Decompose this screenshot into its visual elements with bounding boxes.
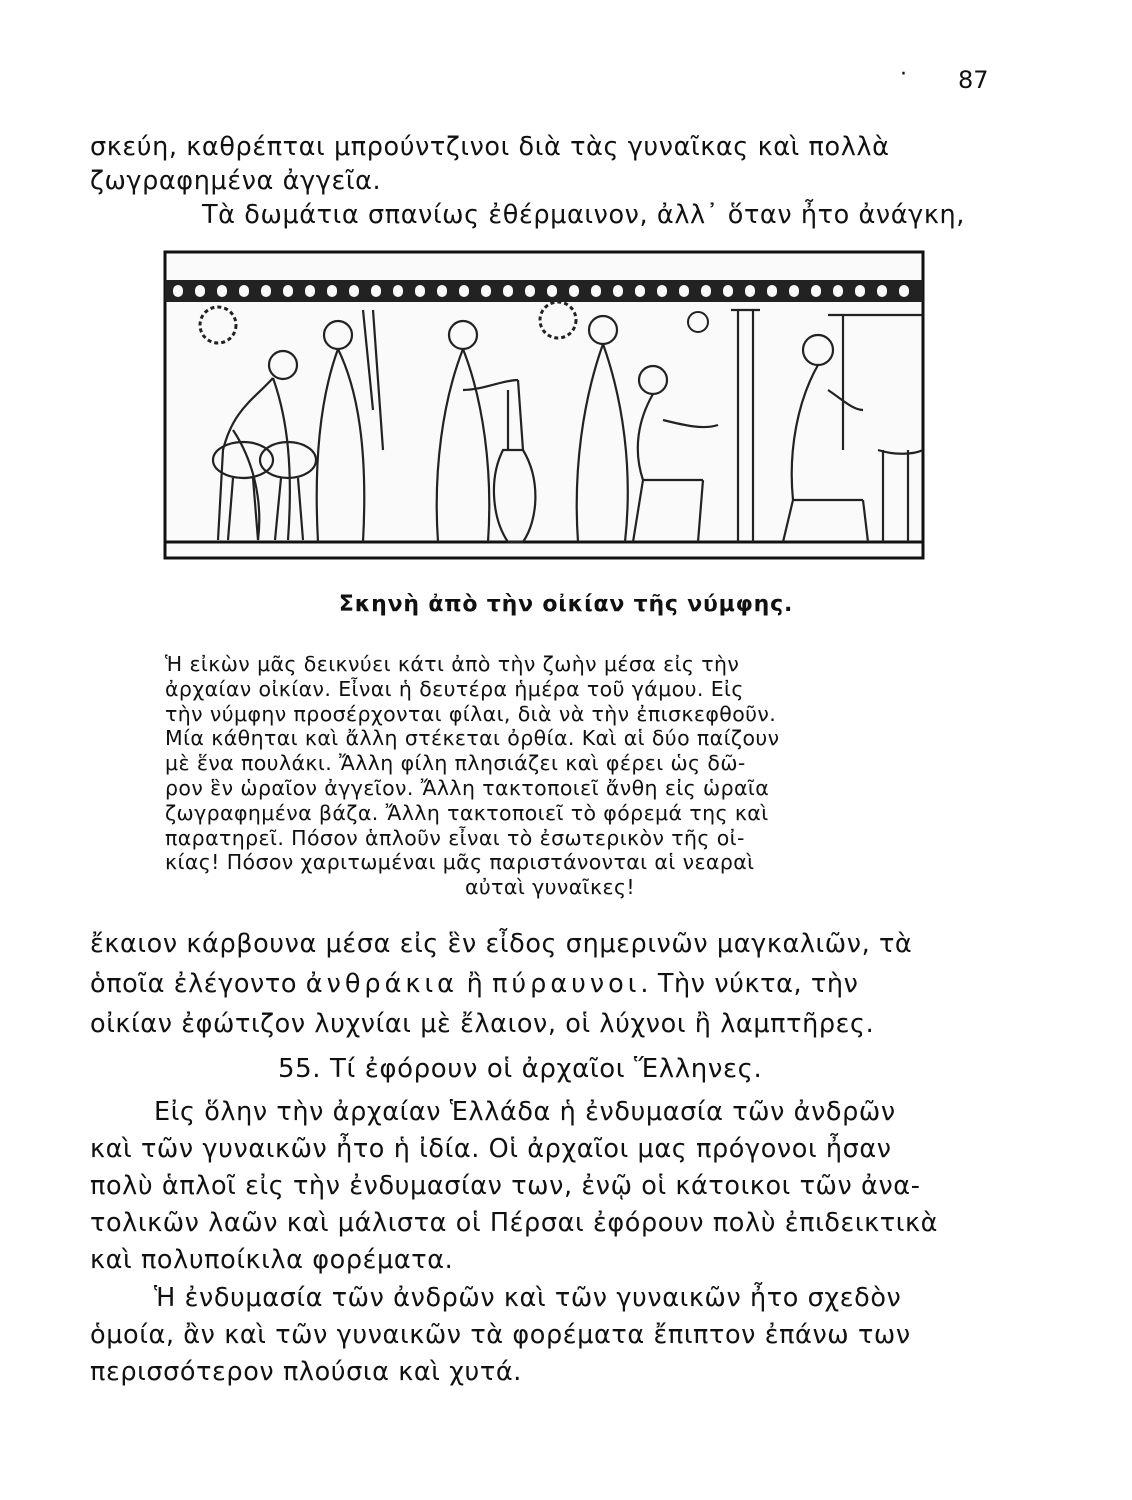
description-line: Ἡ εἰκὼν μᾶς δεικνύει κάτι ἀπὸ τὴν ζωὴν μέσα εἰς τὴν: [165, 652, 740, 676]
middle-line-1: ἔκαιον κάρβουνα μέσα εἰς ἓν εἶδος σημερινῶν μαγκαλιῶν, τὰ: [90, 929, 913, 959]
description-line: ἀρχαίαν οἰκίαν. Εἶναι ἡ δευτέρα ἡμέρα τοῦ γάμου. Εἰς: [165, 676, 744, 701]
section1-line: καὶ πολυποίκιλα φορέματα.: [90, 1245, 454, 1275]
page-number: 87: [958, 66, 989, 94]
description-line: ζωγραφημένα βάζα. Ἄλλη τακτοποιεῖ τὸ φόρεμά της καὶ: [165, 800, 769, 825]
description-line: ρον ἓν ὡραῖον ἀγγεῖον. Ἄλλη τακτοποιεῖ ἄνθη εἰς ὡραῖα: [165, 775, 770, 800]
description-line: παρατηρεῖ. Πόσον ἁπλοῦν εἶναι τὸ ἐσωτερικὸν τῆς οἰ-: [165, 825, 745, 850]
top-line-2: ζωγραφημένα ἀγγεῖα.: [90, 166, 382, 196]
figure-description: [165, 652, 935, 900]
term-anthrakia: ἀνθράκια: [305, 969, 458, 999]
vase-painting-illustration: [163, 250, 925, 560]
top-line-3: Τὰ δωμάτια σπανίως ἐθέρμαινον, ἀλλ᾽ ὅταν ἦτο ἀνάγκη,: [202, 200, 965, 230]
description-line: Μία κάθηται καὶ ἄλλη στέκεται ὀρθία. Καὶ αἱ δύο παίζουν: [165, 726, 780, 751]
section2-line: ὁμοία, ἂν καὶ τῶν γυναικῶν τὰ φορέματα ἔπιπτον ἐπάνω των: [90, 1320, 911, 1350]
section1-line: Εἰς ὅλην τὴν ἀρχαίαν Ἑλλάδα ἡ ἐνδυμασία τῶν ἀνδρῶν: [154, 1097, 896, 1127]
section1-line: καὶ τῶν γυναικῶν ἦτο ἡ ἰδία. Οἱ ἀρχαῖοι μας πρόγονοι ἦσαν: [90, 1134, 892, 1164]
description-line: τὴν νύμφην προσέρχονται φίλαι, διὰ νὰ τὴν ἐπισκεφθοῦν.: [165, 701, 777, 726]
section-heading: 55. Τί ἐφόρουν οἱ ἀρχαῖοι Ἕλληνες.: [278, 1054, 763, 1084]
section-paragraph-2: [90, 1280, 1020, 1391]
middle-line-2-start: ὁποῖα ἐλέγοντο: [90, 969, 306, 999]
section2-line: περισσότερον πλούσια καὶ χυτά.: [90, 1357, 522, 1387]
section2-line: Ἡ ἐνδυμασία τῶν ἀνδρῶν καὶ τῶν γυναικῶν ἦτο σχεδὸν: [154, 1283, 902, 1313]
middle-line-3: οἰκίαν ἐφώτιζον λυχνίαι μὲ ἔλαιον, οἱ λύχνοι ἢ λαμπτῆρες.: [90, 1009, 875, 1039]
margin-dot: ·: [900, 62, 907, 87]
section1-line: τολικῶν λαῶν καὶ μάλιστα οἱ Πέρσαι ἐφόρουν πολὺ ἐπιδεικτικὰ: [90, 1208, 938, 1238]
section-paragraph-1: [90, 1094, 1020, 1279]
middle-paragraph: [90, 924, 1020, 1044]
middle-line-2-or: ἢ: [457, 969, 493, 999]
middle-line-2-end: . Τὴν νύκτα, τὴν: [640, 969, 859, 999]
figure-caption: Σκηνὴ ἀπὸ τὴν οἰκίαν τῆς νύμφης.: [338, 592, 794, 617]
top-line-1: σκεύη, καθρέπται μπρούντζινοι διὰ τὰς γυναῖκας καὶ πολλὰ: [90, 132, 890, 162]
description-last-line: αὐταὶ γυναῖκες!: [465, 875, 635, 900]
term-pyraunoi: πύραυνοι: [492, 969, 641, 999]
top-paragraph: [90, 130, 1020, 232]
section1-line: πολὺ ἁπλοῖ εἰς τὴν ἐνδυμασίαν των, ἐνῷ οἱ κάτοικοι τῶν ἀνα-: [90, 1171, 921, 1201]
description-line: μὲ ἕνα πουλάκι. Ἄλλη φίλη πλησιάζει καὶ φέρει ὡς δῶ-: [165, 751, 746, 776]
description-line: κίας! Πόσον χαριτωμέναι μᾶς παριστάνονται αἱ νεαραὶ: [165, 850, 755, 875]
